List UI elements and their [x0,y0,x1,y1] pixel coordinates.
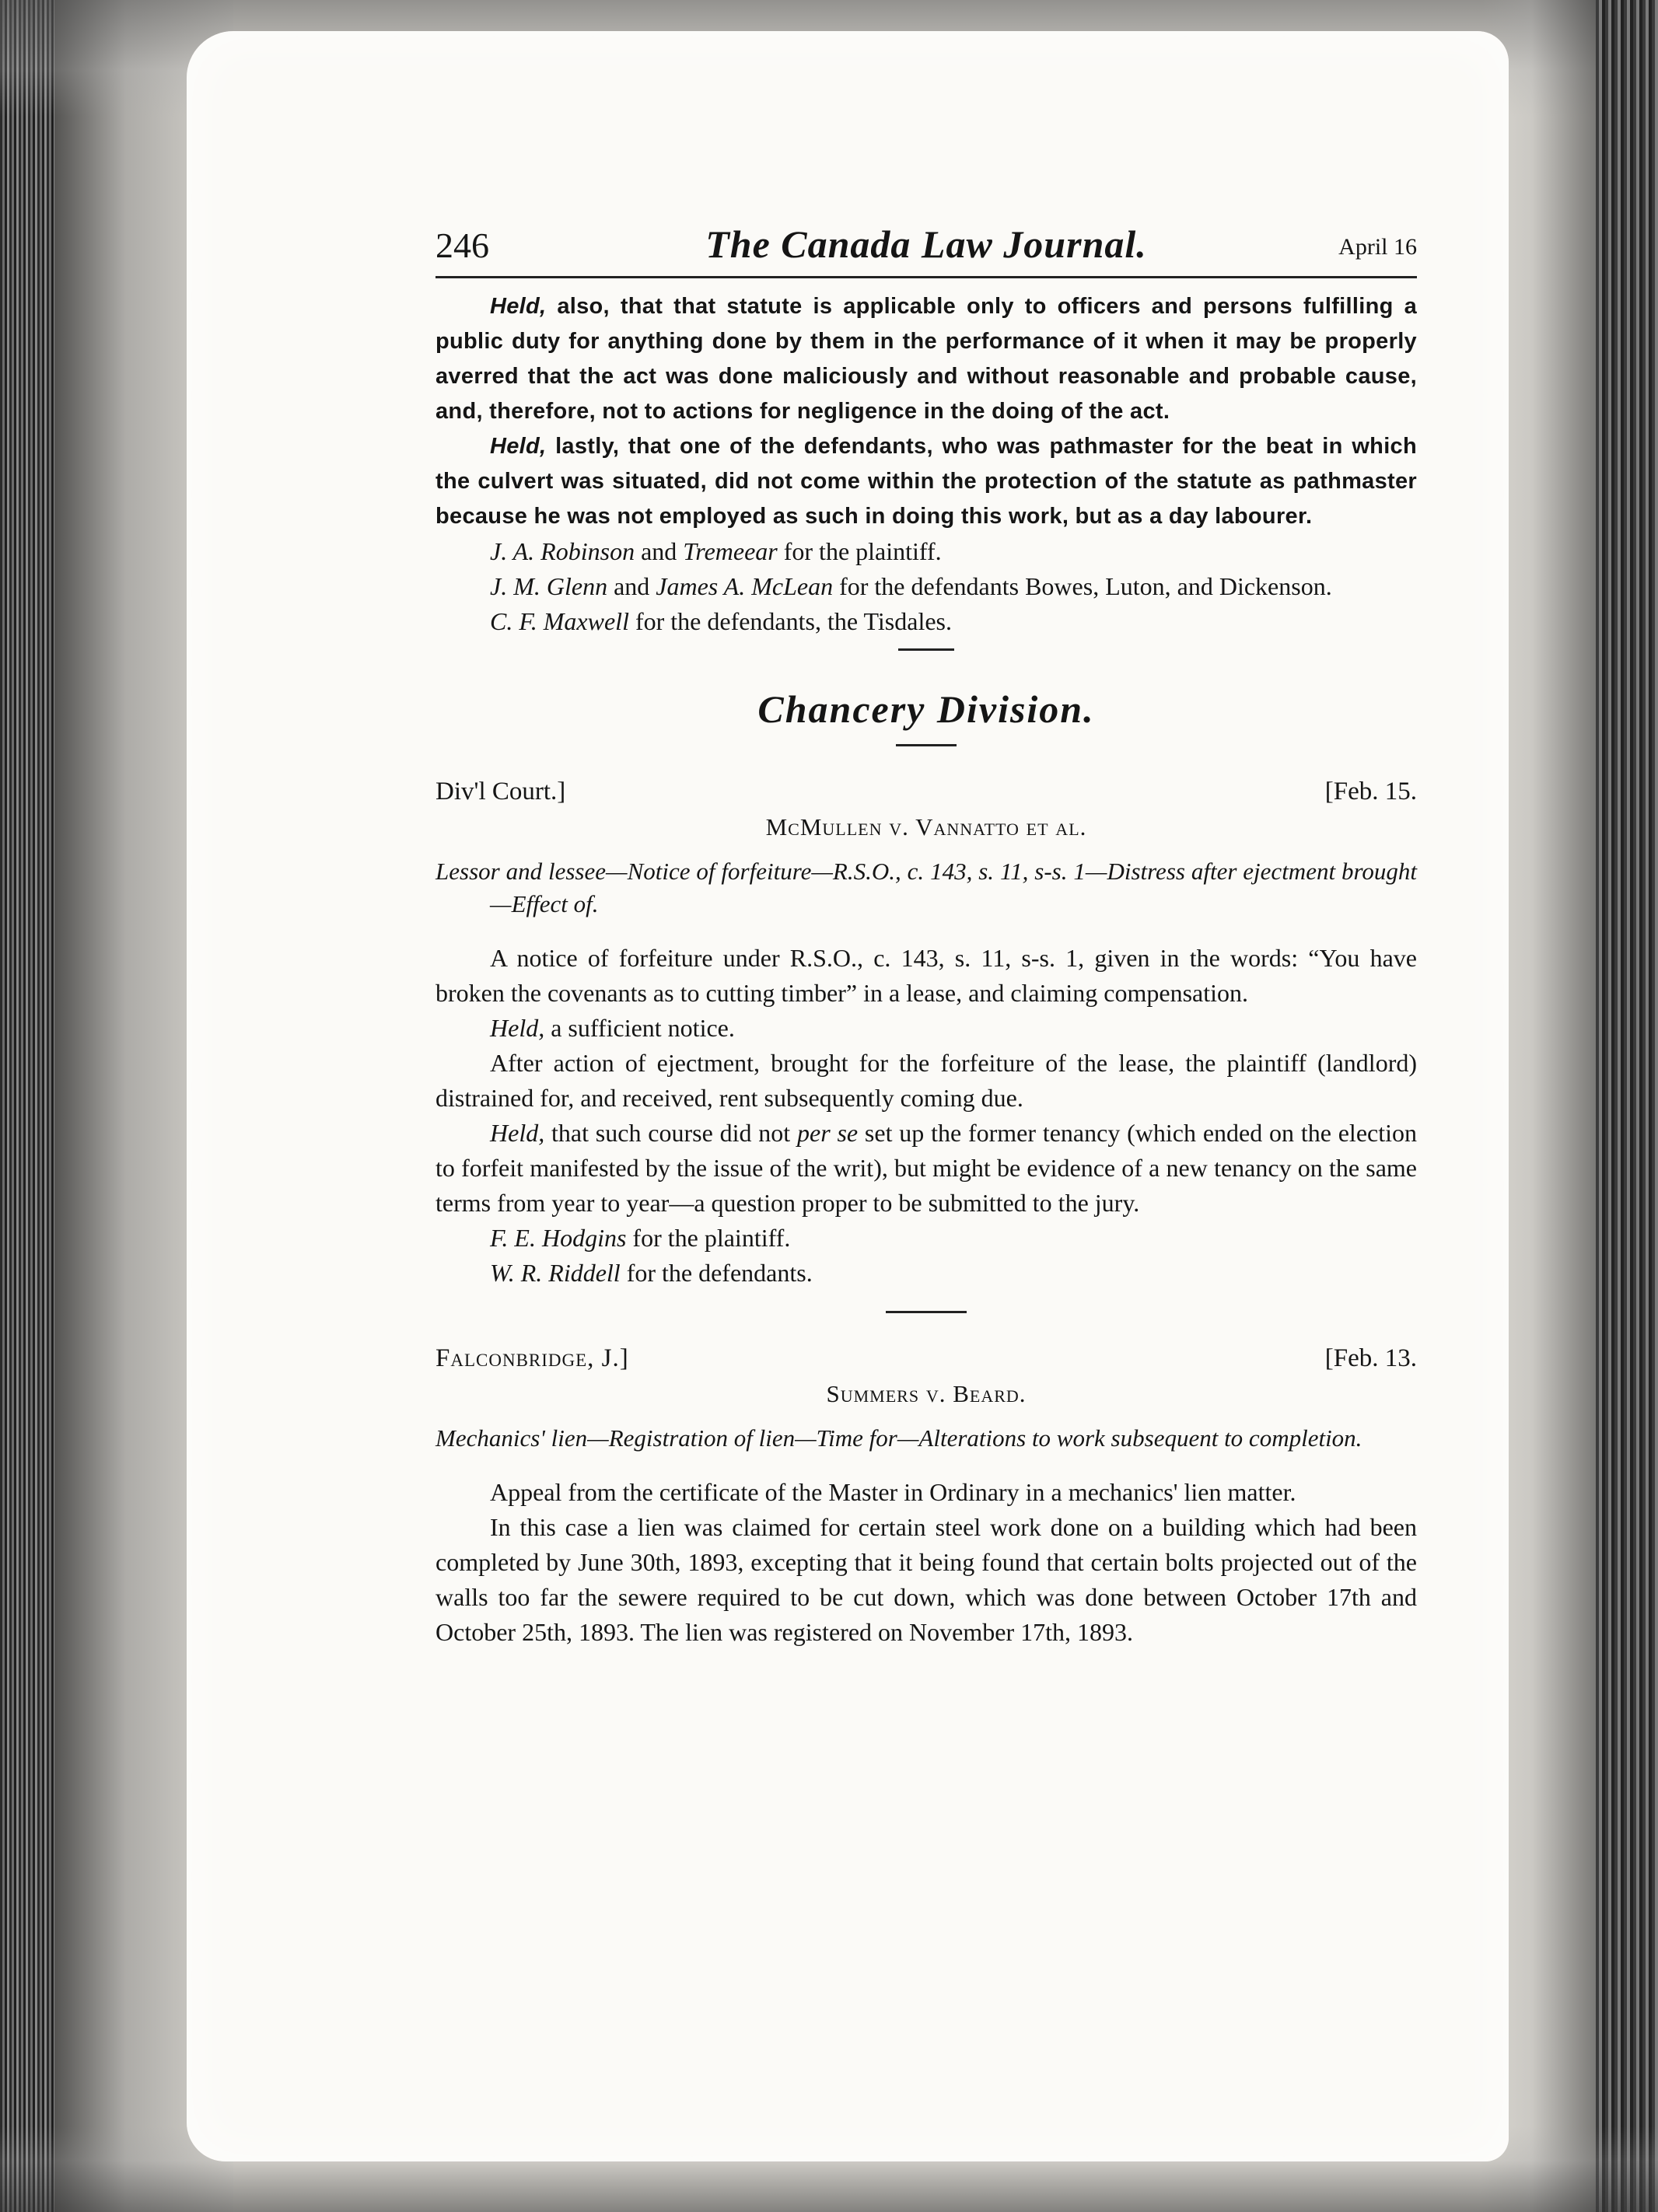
counsel-name: J. A. Robinson [490,537,635,565]
case-divider [886,1311,967,1313]
counsel-role: for the defendants. [620,1259,813,1287]
issue-date: April 16 [1338,234,1417,260]
held-label: Held, [490,1119,545,1147]
case-body [435,941,1417,1291]
counsel-role: for the plaintiff. [777,537,942,565]
division-title: Chancery Division. [757,687,1095,731]
counsel-name: Tremeear [683,537,778,565]
counsel-name: J. M. Glenn [490,572,608,600]
case-title: Summers v. Beard. [826,1380,1027,1407]
held-text: a sufficient notice. [544,1014,735,1042]
counsel-name: W. R. Riddell [490,1259,621,1287]
held-paragraph-2 [435,429,1417,534]
latin-phrase: per se [796,1119,859,1147]
counsel-role: for the defendants Bowes, Luton, and Dickenson. [833,572,1332,600]
case-title: McMullen v. Vannatto et al. [765,813,1087,840]
page-number: 246 [435,225,489,265]
counsel-line [435,569,1417,604]
case-court-line [435,1344,1417,1380]
counsel-name: James A. McLean [656,572,834,600]
case-paragraph: After action of ejectment, brought for the forfeiture of the lease, the plaintiff (landlord) distrained for, and received, rent subsequently coming due. [435,1049,1417,1112]
journal-page [435,222,1417,1650]
counsel-name: C. F. Maxwell [490,607,629,635]
counsel-role: for the defendants, the Tisdales. [628,607,952,635]
case-paragraph: In this case a lien was claimed for certain steel work done on a building which had been completed by June 30th, 1893, excepting that it being found that certain bolts projected out of the walls too far the sewere required to be cut down, which was done between October 17th and October 25th, 1893. The lien was registered on November 17th, 1893. [435,1513,1417,1646]
held-paragraph-1 [435,289,1417,429]
division-divider [896,744,957,746]
held-section [435,289,1417,534]
court-name: Div'l Court.] [435,778,566,805]
scan-edge-left [0,0,54,2212]
counsel-line [435,1221,1417,1256]
case-body [435,1475,1417,1650]
counsel-role: for the plaintiff. [626,1224,791,1252]
held-paragraph [435,1116,1417,1221]
counsel-line [435,1256,1417,1291]
case-paragraph: Appeal from the certificate of the Master in Ordinary in a mechanics' lien matter. [490,1478,1296,1506]
held-label: Held, [490,294,547,319]
section-divider [898,648,954,651]
counsel-conjunction: and [607,572,656,600]
held-text: that such course did not [544,1119,797,1147]
journal-title: The Canada Law Journal. [705,222,1147,266]
case-headnote: Mechanics' lien—Registration of lien—Time for—Alterations to work subsequent to completion. [435,1424,1362,1452]
held-text: set up the former tenancy (which ended on the election to forfeit manifested by the issue of the writ), but might be evidence of a new tenancy on the same terms from year to year—a question proper to be submitted to the jury. [435,1119,1418,1217]
scan-edge-right [1596,0,1658,2212]
counsel-line [435,604,1417,639]
held-label: Held, [490,1014,545,1042]
case-court-line [435,778,1417,813]
judge-name: Falconbridge, J.] [435,1344,629,1372]
case-headnote: Lessor and lessee—Notice of forfeiture—R.S.O., c. 143, s. 11, s-s. 1—Distress after ejectment brought—Effect of. [435,858,1417,917]
held-paragraph [435,1011,1417,1046]
case-paragraph: A notice of forfeiture under R.S.O., c. 143, s. 11, s-s. 1, given in the words: “You have broken the covenants as to cutting timber” in a lease, and claiming compensation. [435,944,1417,1007]
counsel-name: F. E. Hodgins [490,1224,627,1252]
counsel-line [435,534,1417,569]
running-head [435,222,1417,278]
counsel-conjunction: and [635,537,684,565]
case-date: [Feb. 13. [1324,1344,1417,1372]
held-label: Held, [490,434,547,459]
case-date: [Feb. 15. [1324,778,1417,805]
held-text: lastly, that one of the defendants, who was pathmaster for the beat in which the culvert was situated, did not come within the protection of the statute as pathmaster because he was not employed as such in doing this work, but as a day labourer. [435,434,1417,529]
held-text: also, that that statute is applicable only to officers and persons fulfilling a public duty for anything done by them in the performance of it when it may be properly averred that the act was done maliciously and without reasonable and probable cause, and, therefore, not to actions for negligence in the doing of the act. [435,294,1417,424]
